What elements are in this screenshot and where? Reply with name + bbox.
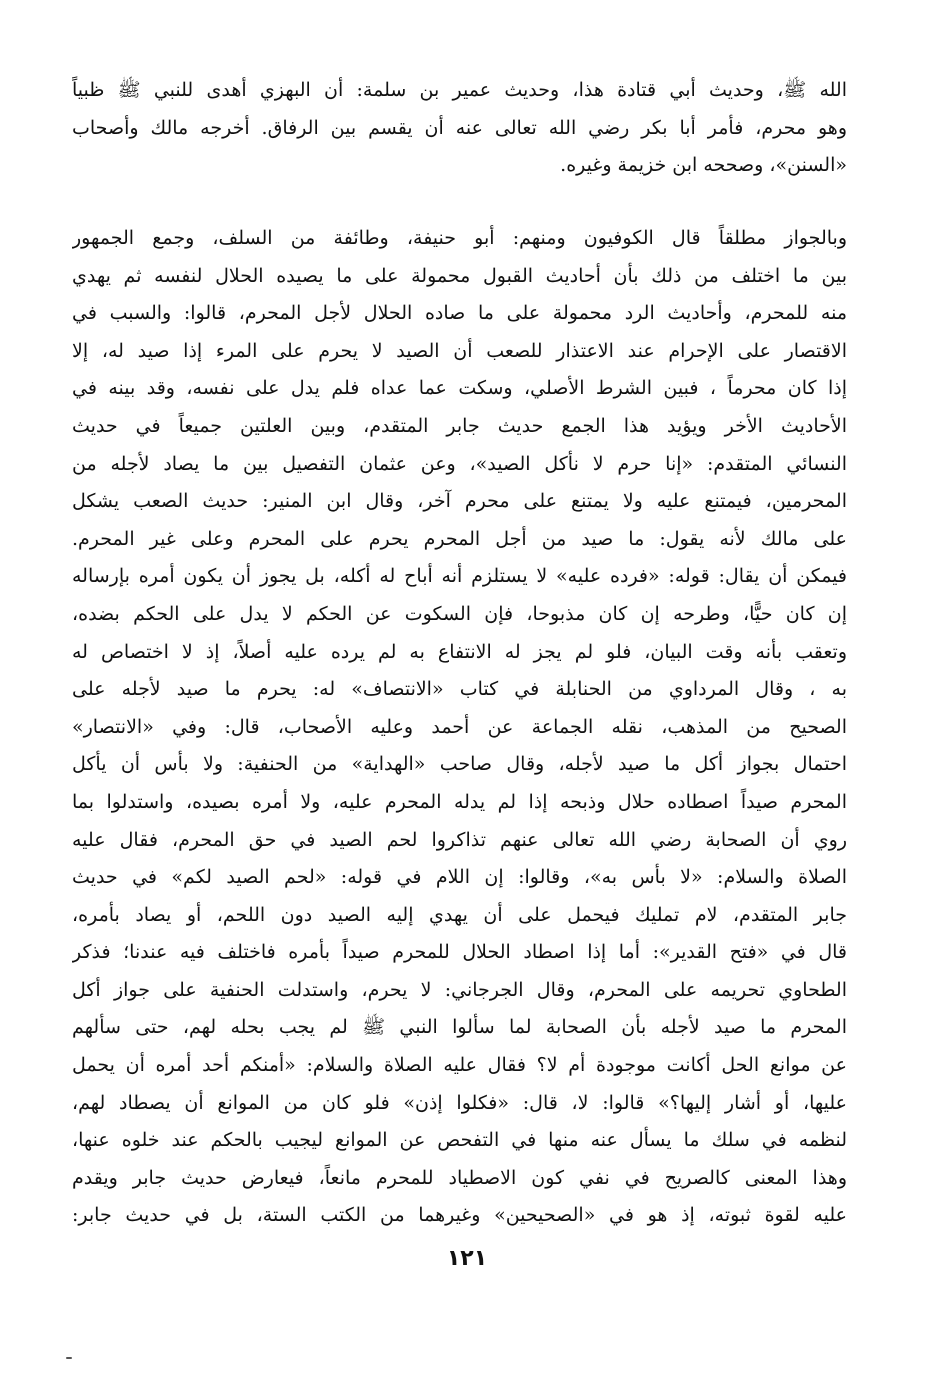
text-line: على مالك لأنه يقول: ما صيد من أجل المحرم يحرم على المحرم وعلى غير المحرم. [72, 527, 847, 550]
text-line: عليه لقوة ثبوته، إذ هو في «الصحيحين» وغيرهما من الكتب الستة، بل في حديث جابر: [72, 1204, 847, 1227]
text-line: الله ﷺ، وحديث أبي قتادة هذا، وحديث عمير بن سلمة: أن البهزي أهدى للنبي ﷺ ظبياً [72, 79, 847, 101]
text-line: وبالجواز مطلقاً قال الكوفيون ومنهم: أبو حنيفة، وطائفة من السلف، وجمع الجمهور [72, 227, 847, 249]
text-line: «السنن»، وصححه ابن خزيمة وغيره. [560, 154, 847, 177]
text-line: بين ما اختلف من ذلك بأن أحاديث القبول محمولة على ما يصيده الحلال لنفسه ثم يهدي [72, 264, 847, 287]
text-line: به ، وقال المرداوي من الحنابلة في كتاب «الانتصاف» له: يحرم ما صيد لأجله على [72, 678, 847, 701]
text-line: عن موانع الحل أكانت موجودة أم لا؟ فقال عليه الصلاة والسلام: «أمنكم أحد أمره أن يحمل [72, 1054, 847, 1077]
text-line: احتمال بجواز أكل ما صيد لأجله، وقال صاحب «الهداية» من الحنفية: ولا بأس أن يأكل [72, 753, 847, 776]
text-line: المحرمين، فيمتنع عليه ولا يمتنع على محرم آخر، وقال ابن المنير: حديث الصعب يشكل [72, 490, 847, 513]
text-line: الصلاة والسلام: «لا بأس به»، وقالوا: إن اللام في قوله: «لحم الصيد لكم» في حديث [72, 866, 847, 889]
text-line: الأحاديث الأخر ويؤيد هذا الجمع حديث جابر المتقدم، وبين العلتين جميعاً في حديث [72, 414, 847, 437]
text-line: وتعقب بأنه وقت البيان، فلو لم يجز له الانتفاع به لم يرده عليه أصلاً، إذ لا اختصاص له [72, 640, 847, 663]
text-line: عليها، أو أشار إليها؟» قالوا: لا، قال: «فكلوا إذن» فلو كان من الموانع أن يصطاد لهم، [72, 1091, 847, 1114]
paragraph-1 [72, 72, 847, 185]
text-line: النسائي المتقدم: «إنا حرم لا نأكل الصيد»، وعن عثمان التفصيل بين ما يصاد لأجله من [72, 452, 847, 475]
text-line: المحرم صيداً اصطاده حلال وذبحه إذا لم يدله المحرم عليه، ولا أمره بصيده، واستدلوا بما [72, 790, 847, 813]
text-line: وهو محرم، فأمر أبا بكر رضي الله تعالى عنه أن يقسم بين الرفاق. أخرجه مالك وأصحاب [72, 116, 847, 139]
text-line: لنظمه في سلك ما يسأل عنه منها في التفحص عن الموانع ليجيب بالحكم عند خلوه عنها، [72, 1129, 847, 1152]
text-line: قال في «فتح القدير»: أما إذا اصطاد الحلال للمحرم صيداً بأمره فاختلف فيه عندنا؛ فذكر [72, 941, 847, 964]
scan-speck [66, 1357, 72, 1359]
text-line: إن كان حيًّا، وطرحه إن كان مذبوحا، فإن السكوت عن الحكم لا يدل على الحكم بضده، [72, 602, 847, 625]
text-line: روي أن الصحابة رضي الله تعالى عنهم تذاكروا لحم الصيد في حق المحرم، فقال عليه [72, 828, 847, 851]
paragraph-2 [72, 220, 847, 1235]
text-line: منه للمحرم، وأحاديث الرد محمولة على ما صاده الحلال لأجل المحرم، قالوا: والسبب في [72, 302, 847, 325]
text-line: وهذا المعنى كالصريح في نفي كون الاصطياد للمحرم مانعاً، فيعارض حديث جابر ويقدم [72, 1166, 847, 1189]
text-line: جابر المتقدم، لام تمليك فيحمل على أن يهدي إليه الصيد دون اللحم، أو يصاد بأمره، [72, 903, 847, 926]
text-line: المحرم ما صيد لأجله بأن الصحابة لما سألوا النبي ﷺ لم يجب بحله لهم، حتى سألهم [72, 1016, 847, 1039]
text-line: فيمكن أن يقال: قوله: «فرده عليه» لا يستلزم أنه أباح له أكله، بل يجوز أن يكون أمره بإرساله [72, 565, 847, 588]
text-line: الصحيح من المذهب، نقله الجماعة عن أحمد وعليه الأصحاب، قال: وفي «الانتصار» [72, 715, 847, 738]
text-line: الاقتصار على الإحرام عند الاعتذار للصعب أن الصيد لا يحرم على المرء إذا صيد له، إلا [72, 339, 847, 362]
text-line: إذا كان محرماً ، فبين الشرط الأصلي، وسكت عما عداه فلم يدل على نفسه، وقد بينه في [72, 377, 847, 400]
text-line: الطحاوي تحريمه على المحرم، وقال الجرجاني: لا يحرم، واستدلت الحنفية على جواز أكل [72, 978, 847, 1001]
page-number: ١٢١ [446, 1246, 488, 1271]
